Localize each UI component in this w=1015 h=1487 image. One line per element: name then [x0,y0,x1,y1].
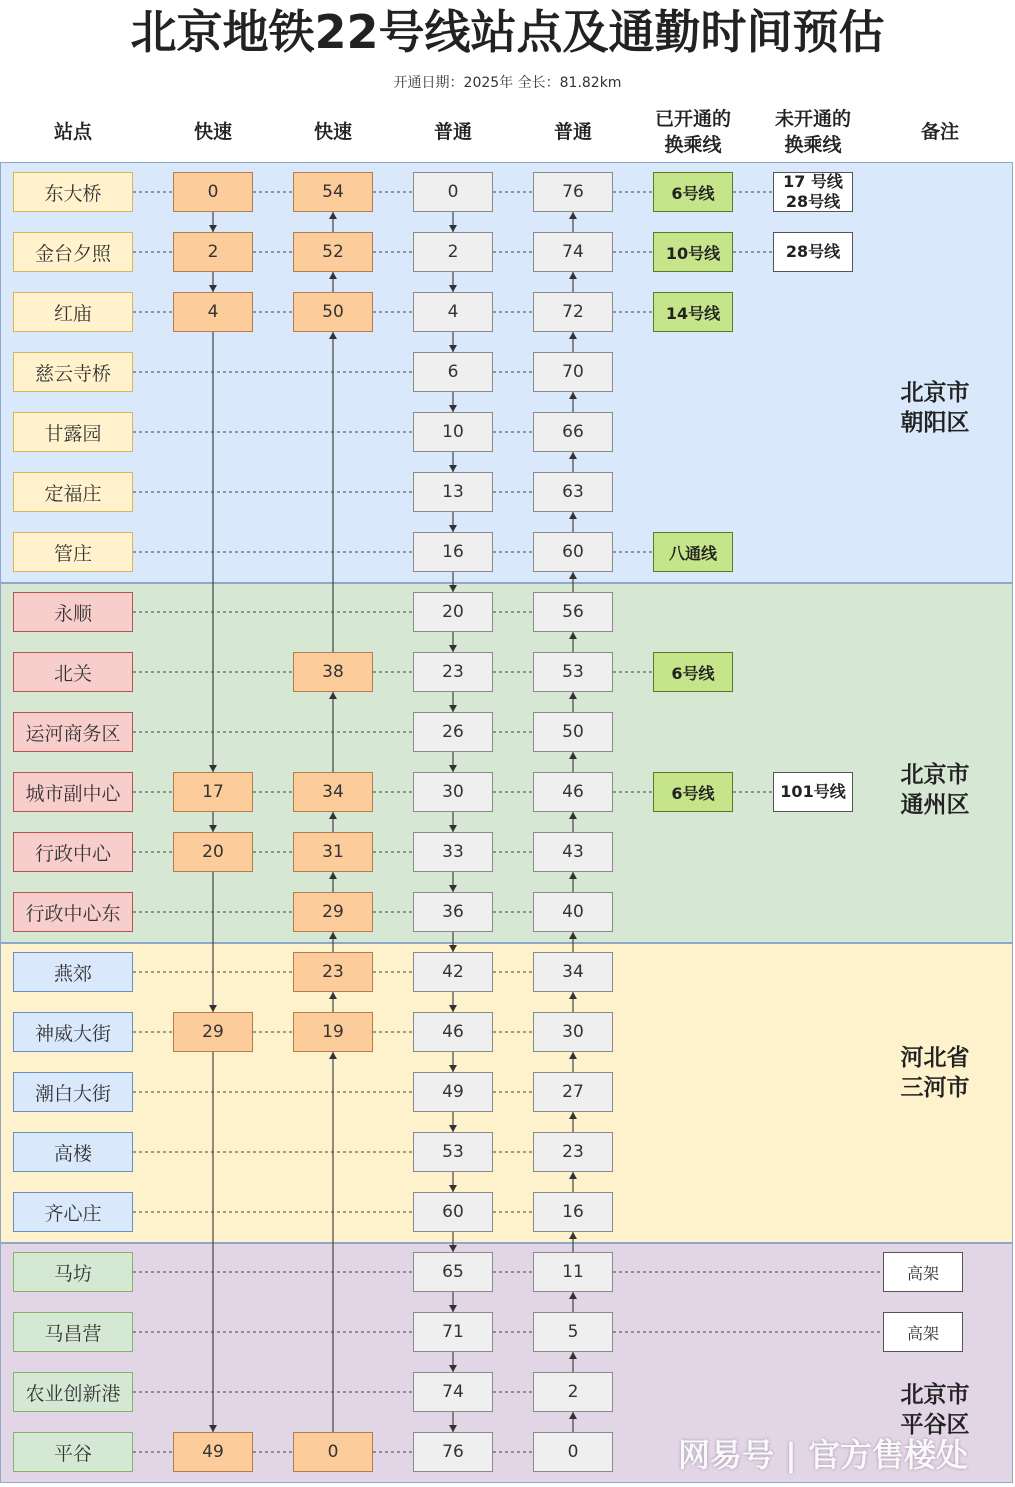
region-label: 河北省 三河市 [900,1045,970,1101]
normal-up-time: 27 [533,1072,613,1112]
normal-down-time: 23 [413,652,493,692]
normal-up-time: 5 [533,1312,613,1352]
arrow-head [449,645,457,652]
arrow-head [449,465,457,472]
arrow-head [449,1245,457,1252]
arrow-head [569,872,577,879]
arrow-head [449,285,457,292]
normal-down-time: 13 [413,472,493,512]
watermark: 网易号 | 官方售楼处 [678,1436,968,1474]
normal-down-time: 16 [413,532,493,572]
normal-down-time: 6 [413,352,493,392]
arrow-head [209,285,217,292]
station-name: 北关 [13,652,133,692]
station-name: 马坊 [13,1252,133,1292]
arrow-head [449,1185,457,1192]
station-name: 东大桥 [13,172,133,212]
normal-down-time: 36 [413,892,493,932]
arrow-head [569,512,577,519]
arrow-head [569,1052,577,1059]
arrow-head [449,525,457,532]
station-name: 定福庄 [13,472,133,512]
arrow-head [329,692,337,699]
arrow-head [569,452,577,459]
arrow-head [449,1065,457,1072]
normal-down-time: 26 [413,712,493,752]
station-name: 金台夕照 [13,232,133,272]
normal-up-time: 11 [533,1252,613,1292]
station-name: 城市副中心 [13,772,133,812]
normal-up-time: 43 [533,832,613,872]
note: 高架 [883,1252,963,1292]
open-transfer-line: 6号线 [653,772,733,812]
arrow-head [569,1112,577,1119]
subtitle: 开通日期：2025年 全长：81.82km [393,75,622,91]
normal-down-time: 2 [413,232,493,272]
express-up-time: 19 [293,1012,373,1052]
arrow-head [209,825,217,832]
normal-up-time: 74 [533,232,613,272]
station-name: 慈云寺桥 [13,352,133,392]
arrow-head [569,212,577,219]
arrow-head [329,872,337,879]
station-name: 运河商务区 [13,712,133,752]
arrow-head [449,585,457,592]
arrow-head [329,332,337,339]
normal-down-time: 76 [413,1432,493,1472]
arrow-head [329,272,337,279]
normal-up-time: 0 [533,1432,613,1472]
normal-up-time: 40 [533,892,613,932]
station-name: 齐心庄 [13,1192,133,1232]
express-up-time: 0 [293,1432,373,1472]
normal-up-time: 2 [533,1372,613,1412]
station-name: 马昌营 [13,1312,133,1352]
normal-down-time: 74 [413,1372,493,1412]
normal-down-time: 20 [413,592,493,632]
arrow-head [449,345,457,352]
arrow-head [449,825,457,832]
express-down-time: 4 [173,292,253,332]
region-label: 北京市 朝阳区 [900,380,970,436]
express-up-time: 31 [293,832,373,872]
normal-up-time: 46 [533,772,613,812]
normal-up-time: 56 [533,592,613,632]
arrow-head [569,812,577,819]
arrow-head [449,405,457,412]
column-header: 普通 [433,121,472,143]
arrow-head [569,1172,577,1179]
normal-down-time: 60 [413,1192,493,1232]
arrow-head [569,332,577,339]
arrow-head [569,632,577,639]
arrow-head [209,225,217,232]
future-transfer-line: 28号线 [773,232,853,272]
express-up-time: 50 [293,292,373,332]
arrow-head [569,752,577,759]
page-title: 北京地铁22号线站点及通勤时间预估 [130,5,885,59]
region-label: 北京市 平谷区 [900,1382,970,1438]
column-header: 未开通的 换乘线 [774,108,851,156]
column-header: 普通 [553,121,592,143]
station-name: 潮白大街 [13,1072,133,1112]
column-header: 快速 [313,121,352,143]
arrow-head [329,932,337,939]
normal-down-time: 49 [413,1072,493,1112]
normal-up-time: 63 [533,472,613,512]
arrow-head [449,705,457,712]
station-name: 农业创新港 [13,1372,133,1412]
express-up-time: 23 [293,952,373,992]
normal-up-time: 53 [533,652,613,692]
normal-up-time: 72 [533,292,613,332]
arrow-head [569,572,577,579]
express-up-time: 34 [293,772,373,812]
express-down-time: 20 [173,832,253,872]
arrow-head [569,932,577,939]
open-transfer-line: 14号线 [653,292,733,332]
future-transfer-line: 101号线 [773,772,853,812]
normal-down-time: 42 [413,952,493,992]
express-up-time: 38 [293,652,373,692]
arrow-head [569,1292,577,1299]
arrow-head [209,1425,217,1432]
normal-down-time: 53 [413,1132,493,1172]
normal-up-time: 76 [533,172,613,212]
normal-down-time: 71 [413,1312,493,1352]
station-name: 神威大街 [13,1012,133,1052]
arrow-head [569,272,577,279]
arrow-head [569,1352,577,1359]
arrow-head [569,692,577,699]
arrow-head [449,765,457,772]
station-name: 燕郊 [13,952,133,992]
arrow-head [569,1412,577,1419]
express-down-time: 2 [173,232,253,272]
column-header: 站点 [53,121,92,143]
express-down-time: 29 [173,1012,253,1052]
station-name: 永顺 [13,592,133,632]
arrow-head [569,392,577,399]
arrow-head [449,945,457,952]
normal-up-time: 16 [533,1192,613,1232]
open-transfer-line: 八通线 [653,532,733,572]
normal-up-time: 50 [533,712,613,752]
normal-up-time: 23 [533,1132,613,1172]
arrow-head [329,1052,337,1059]
express-up-time: 54 [293,172,373,212]
open-transfer-line: 6号线 [653,172,733,212]
column-header: 快速 [193,121,232,143]
normal-down-time: 65 [413,1252,493,1292]
arrow-head [449,1365,457,1372]
station-name: 行政中心东 [13,892,133,932]
arrow-head [449,1305,457,1312]
normal-down-time: 33 [413,832,493,872]
arrow-head [449,225,457,232]
future-transfer-line: 17 号线 28号线 [773,172,853,212]
arrow-head [209,1005,217,1012]
column-header: 备注 [920,121,959,143]
normal-up-time: 66 [533,412,613,452]
normal-up-time: 30 [533,1012,613,1052]
express-up-time: 52 [293,232,373,272]
arrow-head [449,1425,457,1432]
normal-down-time: 46 [413,1012,493,1052]
express-down-time: 0 [173,172,253,212]
station-name: 平谷 [13,1432,133,1472]
arrow-head [329,992,337,999]
arrow-head [449,1125,457,1132]
express-up-time: 29 [293,892,373,932]
arrow-head [569,992,577,999]
normal-down-time: 30 [413,772,493,812]
station-name: 管庄 [13,532,133,572]
station-name: 高楼 [13,1132,133,1172]
arrow-head [329,212,337,219]
normal-up-time: 60 [533,532,613,572]
normal-down-time: 0 [413,172,493,212]
region-label: 北京市 通州区 [900,762,970,818]
arrow-head [569,1232,577,1239]
normal-up-time: 34 [533,952,613,992]
note: 高架 [883,1312,963,1352]
arrow-head [329,812,337,819]
open-transfer-line: 6号线 [653,652,733,692]
normal-down-time: 10 [413,412,493,452]
station-name: 行政中心 [13,832,133,872]
station-name: 甘露园 [13,412,133,452]
column-header: 已开通的 换乘线 [654,108,731,156]
normal-down-time: 4 [413,292,493,332]
station-name: 红庙 [13,292,133,332]
express-down-time: 49 [173,1432,253,1472]
express-down-time: 17 [173,772,253,812]
arrow-head [209,765,217,772]
arrow-head [449,1005,457,1012]
arrow-head [449,885,457,892]
open-transfer-line: 10号线 [653,232,733,272]
normal-up-time: 70 [533,352,613,392]
